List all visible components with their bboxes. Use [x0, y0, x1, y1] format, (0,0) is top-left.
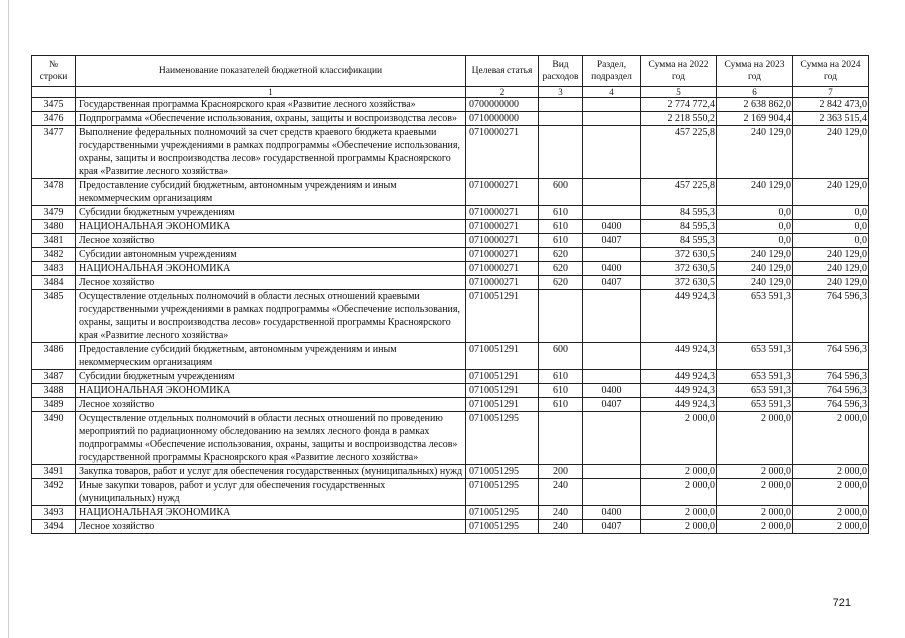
header-expense-type: Вид расходов [539, 56, 583, 87]
sum-2024-cell: 2 000,0 [793, 520, 869, 534]
table-header-row [32, 56, 869, 87]
column-number: 4 [583, 87, 641, 98]
expense-type-cell [539, 412, 583, 465]
section-cell: 0407 [583, 276, 641, 290]
sum-2023-cell: 2 000,0 [717, 465, 793, 479]
header-target-article: Целевая статья [466, 56, 539, 87]
table-row [32, 112, 869, 126]
sum-2024-cell: 240 129,0 [793, 126, 869, 179]
sum-2024-cell: 764 596,3 [793, 370, 869, 384]
target-article-cell: 0710051295 [466, 479, 539, 506]
row-number-cell: 3477 [32, 126, 76, 179]
sum-2022-cell: 449 924,3 [641, 343, 717, 370]
column-number [32, 87, 76, 98]
sum-2022-cell: 84 595,3 [641, 206, 717, 220]
sum-2023-cell: 2 169 904,4 [717, 112, 793, 126]
column-number-row [32, 87, 869, 98]
header-row-number: № строки [32, 56, 76, 87]
expense-type-cell [539, 126, 583, 179]
target-article-cell: 0710000000 [466, 112, 539, 126]
section-cell [583, 179, 641, 206]
name-cell: Осуществление отдельных полномочий в области лесных отношений краевыми государственными учреждениями в рамках подпрограммы «Обеспечение использования, охраны, защиты и воспроизводства лесов» государственной программы Красноярского края «Развитие лесного хозяйства» [76, 290, 466, 343]
budget-table [31, 55, 869, 534]
column-number: 1 [76, 87, 466, 98]
name-cell: Подпрограмма «Обеспечение использования, охраны, защиты и воспроизводства лесов» [76, 112, 466, 126]
target-article-cell: 0710051291 [466, 343, 539, 370]
table-row [32, 465, 869, 479]
row-number-cell: 3481 [32, 234, 76, 248]
sum-2023-cell: 653 591,3 [717, 384, 793, 398]
table-row [32, 479, 869, 506]
sum-2024-cell: 240 129,0 [793, 248, 869, 262]
name-cell: Лесное хозяйство [76, 520, 466, 534]
sum-2022-cell: 2 000,0 [641, 412, 717, 465]
row-number-cell: 3475 [32, 98, 76, 112]
table-body [32, 98, 869, 534]
table-row [32, 126, 869, 179]
expense-type-cell: 610 [539, 384, 583, 398]
sum-2023-cell: 653 591,3 [717, 343, 793, 370]
sum-2022-cell: 449 924,3 [641, 290, 717, 343]
sum-2024-cell: 240 129,0 [793, 262, 869, 276]
column-number: 7 [793, 87, 869, 98]
expense-type-cell: 610 [539, 206, 583, 220]
sum-2022-cell: 372 630,5 [641, 248, 717, 262]
expense-type-cell: 620 [539, 262, 583, 276]
name-cell: Субсидии бюджетным учреждениям [76, 206, 466, 220]
header-name: Наименование показателей бюджетной классификации [76, 56, 466, 87]
sum-2024-cell: 764 596,3 [793, 398, 869, 412]
section-cell: 0407 [583, 234, 641, 248]
target-article-cell: 0710051291 [466, 370, 539, 384]
sum-2023-cell: 2 000,0 [717, 506, 793, 520]
header-sum-2024: Сумма на 2024 год [793, 56, 869, 87]
sum-2023-cell: 240 129,0 [717, 179, 793, 206]
row-number-cell: 3478 [32, 179, 76, 206]
target-article-cell: 0710051295 [466, 520, 539, 534]
name-cell: Закупка товаров, работ и услуг для обеспечения государственных (муниципальных) нужд [76, 465, 466, 479]
sum-2024-cell: 0,0 [793, 220, 869, 234]
name-cell: НАЦИОНАЛЬНАЯ ЭКОНОМИКА [76, 220, 466, 234]
expense-type-cell: 200 [539, 465, 583, 479]
sum-2023-cell: 653 591,3 [717, 290, 793, 343]
sum-2023-cell: 2 000,0 [717, 412, 793, 465]
sum-2024-cell: 764 596,3 [793, 343, 869, 370]
sum-2024-cell: 2 000,0 [793, 465, 869, 479]
expense-type-cell: 600 [539, 343, 583, 370]
target-article-cell: 0710051291 [466, 398, 539, 412]
name-cell: Государственная программа Красноярского края «Развитие лесного хозяйства» [76, 98, 466, 112]
header-section: Раздел, подраздел [583, 56, 641, 87]
sum-2024-cell: 764 596,3 [793, 384, 869, 398]
sum-2023-cell: 0,0 [717, 206, 793, 220]
section-cell [583, 370, 641, 384]
sum-2022-cell: 449 924,3 [641, 384, 717, 398]
target-article-cell: 0700000000 [466, 98, 539, 112]
expense-type-cell [539, 290, 583, 343]
sum-2022-cell: 2 000,0 [641, 479, 717, 506]
target-article-cell: 0710000271 [466, 179, 539, 206]
row-number-cell: 3490 [32, 412, 76, 465]
table-row [32, 398, 869, 412]
section-cell [583, 206, 641, 220]
expense-type-cell: 610 [539, 398, 583, 412]
section-cell [583, 98, 641, 112]
section-cell: 0400 [583, 220, 641, 234]
sum-2024-cell: 2 000,0 [793, 479, 869, 506]
target-article-cell: 0710051295 [466, 465, 539, 479]
sum-2022-cell: 2 000,0 [641, 465, 717, 479]
table-row [32, 98, 869, 112]
expense-type-cell: 610 [539, 234, 583, 248]
name-cell: Лесное хозяйство [76, 234, 466, 248]
name-cell: НАЦИОНАЛЬНАЯ ЭКОНОМИКА [76, 506, 466, 520]
table-row [32, 412, 869, 465]
sum-2024-cell: 240 129,0 [793, 276, 869, 290]
expense-type-cell: 610 [539, 370, 583, 384]
row-number-cell: 3488 [32, 384, 76, 398]
name-cell: Осуществление отдельных полномочий в области лесных отношений по проведению мероприятий по радиационному обследованию на землях лесного фонда в рамках подпрограммы «Обеспечение использования, охраны, защиты и воспроизводства лесов» государственной программы Красноярского края «Развитие лесного хозяйства» [76, 412, 466, 465]
expense-type-cell: 620 [539, 248, 583, 262]
sum-2022-cell: 2 218 550,2 [641, 112, 717, 126]
sum-2023-cell: 0,0 [717, 234, 793, 248]
column-number: 5 [641, 87, 717, 98]
row-number-cell: 3489 [32, 398, 76, 412]
table-row [32, 343, 869, 370]
sum-2024-cell: 2 000,0 [793, 412, 869, 465]
target-article-cell: 0710000271 [466, 248, 539, 262]
table-row [32, 206, 869, 220]
row-number-cell: 3479 [32, 206, 76, 220]
name-cell: НАЦИОНАЛЬНАЯ ЭКОНОМИКА [76, 262, 466, 276]
expense-type-cell [539, 112, 583, 126]
row-number-cell: 3486 [32, 343, 76, 370]
sum-2024-cell: 2 842 473,0 [793, 98, 869, 112]
sum-2024-cell: 2 000,0 [793, 506, 869, 520]
column-number: 3 [539, 87, 583, 98]
table-row [32, 370, 869, 384]
sum-2022-cell: 372 630,5 [641, 262, 717, 276]
target-article-cell: 0710051295 [466, 506, 539, 520]
column-number: 2 [466, 87, 539, 98]
section-cell [583, 248, 641, 262]
section-cell: 0400 [583, 262, 641, 276]
sum-2022-cell: 84 595,3 [641, 234, 717, 248]
section-cell [583, 126, 641, 179]
row-number-cell: 3492 [32, 479, 76, 506]
target-article-cell: 0710051291 [466, 384, 539, 398]
section-cell [583, 290, 641, 343]
sum-2024-cell: 240 129,0 [793, 179, 869, 206]
target-article-cell: 0710000271 [466, 276, 539, 290]
table-row [32, 384, 869, 398]
expense-type-cell: 620 [539, 276, 583, 290]
row-number-cell: 3482 [32, 248, 76, 262]
sum-2023-cell: 240 129,0 [717, 126, 793, 179]
name-cell: Предоставление субсидий бюджетным, автономным учреждениям и иным некоммерческим организациям [76, 179, 466, 206]
table-row [32, 520, 869, 534]
sum-2023-cell: 653 591,3 [717, 370, 793, 384]
sum-2023-cell: 0,0 [717, 220, 793, 234]
row-number-cell: 3484 [32, 276, 76, 290]
expense-type-cell [539, 98, 583, 112]
table-row [32, 276, 869, 290]
expense-type-cell: 240 [539, 520, 583, 534]
sum-2024-cell: 0,0 [793, 206, 869, 220]
target-article-cell: 0710000271 [466, 126, 539, 179]
expense-type-cell: 240 [539, 506, 583, 520]
sum-2023-cell: 653 591,3 [717, 398, 793, 412]
header-sum-2022: Сумма на 2022 год [641, 56, 717, 87]
row-number-cell: 3491 [32, 465, 76, 479]
target-article-cell: 0710051291 [466, 290, 539, 343]
sum-2022-cell: 457 225,8 [641, 179, 717, 206]
name-cell: Субсидии автономным учреждениям [76, 248, 466, 262]
expense-type-cell: 240 [539, 479, 583, 506]
section-cell: 0407 [583, 398, 641, 412]
sum-2022-cell: 2 000,0 [641, 506, 717, 520]
section-cell [583, 112, 641, 126]
sum-2024-cell: 2 363 515,4 [793, 112, 869, 126]
name-cell: Лесное хозяйство [76, 398, 466, 412]
sum-2023-cell: 2 638 862,0 [717, 98, 793, 112]
table-row [32, 179, 869, 206]
row-number-cell: 3485 [32, 290, 76, 343]
name-cell: НАЦИОНАЛЬНАЯ ЭКОНОМИКА [76, 384, 466, 398]
name-cell: Предоставление субсидий бюджетным, автономным учреждениям и иным некоммерческим организациям [76, 343, 466, 370]
row-number-cell: 3483 [32, 262, 76, 276]
row-number-cell: 3493 [32, 506, 76, 520]
table-row [32, 262, 869, 276]
sum-2023-cell: 240 129,0 [717, 276, 793, 290]
row-number-cell: 3487 [32, 370, 76, 384]
name-cell: Иные закупки товаров, работ и услуг для обеспечения государственных (муниципальных) нужд [76, 479, 466, 506]
row-number-cell: 3476 [32, 112, 76, 126]
page-number: 721 [832, 597, 851, 609]
target-article-cell: 0710000271 [466, 206, 539, 220]
section-cell: 0400 [583, 384, 641, 398]
sum-2024-cell: 0,0 [793, 234, 869, 248]
target-article-cell: 0710000271 [466, 262, 539, 276]
table-row [32, 506, 869, 520]
column-number: 6 [717, 87, 793, 98]
budget-table-sheet [31, 55, 868, 534]
section-cell: 0407 [583, 520, 641, 534]
target-article-cell: 0710000271 [466, 220, 539, 234]
sum-2023-cell: 2 000,0 [717, 520, 793, 534]
sum-2023-cell: 2 000,0 [717, 479, 793, 506]
section-cell [583, 479, 641, 506]
target-article-cell: 0710000271 [466, 234, 539, 248]
target-article-cell: 0710051295 [466, 412, 539, 465]
name-cell: Субсидии бюджетным учреждениям [76, 370, 466, 384]
sum-2022-cell: 84 595,3 [641, 220, 717, 234]
section-cell [583, 465, 641, 479]
table-row [32, 248, 869, 262]
header-sum-2023: Сумма на 2023 год [717, 56, 793, 87]
sum-2022-cell: 2 774 772,4 [641, 98, 717, 112]
section-cell: 0400 [583, 506, 641, 520]
sum-2023-cell: 240 129,0 [717, 248, 793, 262]
sum-2022-cell: 372 630,5 [641, 276, 717, 290]
section-cell [583, 412, 641, 465]
expense-type-cell: 600 [539, 179, 583, 206]
sum-2024-cell: 764 596,3 [793, 290, 869, 343]
table-row [32, 220, 869, 234]
row-number-cell: 3494 [32, 520, 76, 534]
sum-2022-cell: 457 225,8 [641, 126, 717, 179]
table-row [32, 234, 869, 248]
row-number-cell: 3480 [32, 220, 76, 234]
sum-2022-cell: 2 000,0 [641, 520, 717, 534]
expense-type-cell: 610 [539, 220, 583, 234]
table-row [32, 290, 869, 343]
sum-2023-cell: 240 129,0 [717, 262, 793, 276]
section-cell [583, 343, 641, 370]
sum-2022-cell: 449 924,3 [641, 370, 717, 384]
sum-2022-cell: 449 924,3 [641, 398, 717, 412]
name-cell: Лесное хозяйство [76, 276, 466, 290]
scan-margin-line [8, 0, 9, 638]
name-cell: Выполнение федеральных полномочий за счет средств краевого бюджета краевыми государственными учреждениями в рамках подпрограммы «Обеспечение использования, охраны, защиты и воспроизводства лесов» государственной программы Красноярского края «Развитие лесного хозяйства» [76, 126, 466, 179]
